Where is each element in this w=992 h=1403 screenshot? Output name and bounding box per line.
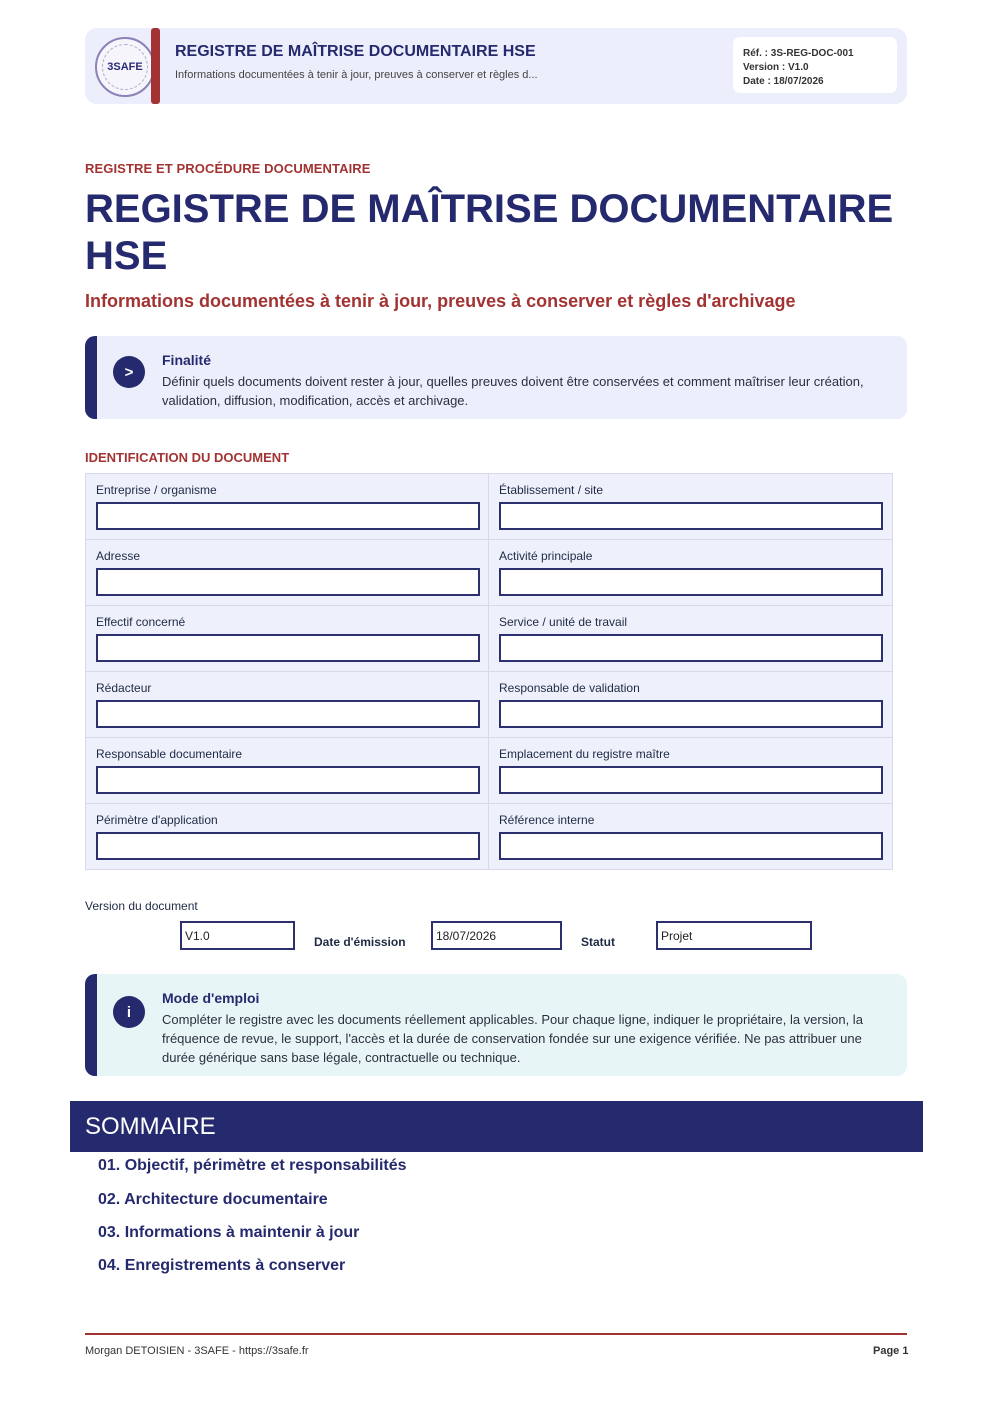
statut-field[interactable] xyxy=(656,921,812,950)
toc-item[interactable]: 04. Enregistrements à conserver xyxy=(98,1257,346,1274)
emplacement-field[interactable] xyxy=(499,766,883,794)
field-label-activite: Activité principale xyxy=(499,549,593,563)
form-cell xyxy=(489,606,892,671)
responsable-doc-field[interactable] xyxy=(96,766,480,794)
perimetre-field[interactable] xyxy=(96,832,480,860)
toc-item[interactable]: 02. Architecture documentaire xyxy=(98,1191,328,1208)
form-row xyxy=(86,606,892,672)
sommaire-banner xyxy=(70,1101,923,1152)
form-cell xyxy=(86,672,489,737)
identification-form xyxy=(85,473,893,870)
statut-label: Statut xyxy=(581,935,615,949)
form-cell xyxy=(489,738,892,803)
form-cell xyxy=(86,606,489,671)
header-accent-bar xyxy=(151,28,160,104)
chevron-right-icon: > xyxy=(113,356,145,388)
etablissement-field[interactable] xyxy=(499,502,883,530)
date-emission-label: Date d'émission xyxy=(314,935,406,949)
field-label-perimetre: Périmètre d'application xyxy=(96,813,218,827)
document-kicker: REGISTRE ET PROCÉDURE DOCUMENTAIRE xyxy=(85,161,371,176)
footer-credit: Morgan DETOISIEN - 3SAFE - https://3safe.fr xyxy=(85,1345,309,1357)
version-label: Version du document xyxy=(85,899,198,913)
header-ref: Réf. : 3S-REG-DOC-001 xyxy=(743,48,854,59)
form-cell xyxy=(489,474,892,539)
field-label-adresse: Adresse xyxy=(96,549,141,563)
toc-item[interactable]: 03. Informations à maintenir à jour xyxy=(98,1224,360,1241)
finalite-text: Définir quels documents doivent rester à jour, quelles preuves doivent être conservées et comment maîtriser leur création, validation, diffusion, modification, accès et archivage. xyxy=(162,374,864,408)
field-label-validation: Responsable de validation xyxy=(499,681,640,695)
logo-ring xyxy=(102,44,148,90)
form-cell xyxy=(86,738,489,803)
form-cell xyxy=(489,540,892,605)
field-label-redacteur: Rédacteur xyxy=(96,681,152,695)
header-subtitle: Informations documentées à tenir à jour, preuves à conserver et règles d... xyxy=(175,69,538,81)
callout-accent xyxy=(85,974,97,1076)
field-label-reference: Référence interne xyxy=(499,813,595,827)
field-label-effectif: Effectif concerné xyxy=(96,615,186,629)
mode-emploi-title: Mode d'emploi xyxy=(162,990,260,1006)
form-cell xyxy=(489,672,892,737)
field-label-service: Service / unité de travail xyxy=(499,615,628,629)
logo-text: 3SAFE xyxy=(107,61,143,73)
page-number: Page 1 xyxy=(873,1345,909,1357)
document-header xyxy=(85,28,907,104)
identification-heading: IDENTIFICATION DU DOCUMENT xyxy=(85,450,290,465)
header-date: Date : 18/07/2026 xyxy=(743,76,824,87)
footer-divider xyxy=(85,1333,907,1335)
page-title: REGISTRE DE MAÎTRISE DOCUMENTAIRE HSE xyxy=(85,187,894,278)
company-logo xyxy=(95,37,155,97)
field-label-responsable-doc: Responsable documentaire xyxy=(96,747,243,761)
finalite-callout xyxy=(85,336,907,419)
form-cell xyxy=(86,540,489,605)
form-row xyxy=(86,540,892,606)
form-cell xyxy=(86,804,489,869)
validation-field[interactable] xyxy=(499,700,883,728)
form-row xyxy=(86,474,892,540)
redacteur-field[interactable] xyxy=(96,700,480,728)
version-field[interactable] xyxy=(180,921,295,950)
service-field[interactable] xyxy=(499,634,883,662)
toc-item[interactable]: 01. Objectif, périmètre et responsabilités xyxy=(98,1157,407,1174)
activite-field[interactable] xyxy=(499,568,883,596)
info-icon: i xyxy=(113,996,145,1028)
mode-emploi-callout xyxy=(85,974,907,1076)
form-cell xyxy=(86,474,489,539)
header-version: Version : V1.0 xyxy=(743,62,809,73)
form-cell xyxy=(489,804,892,869)
entreprise-field[interactable] xyxy=(96,502,480,530)
header-meta-box xyxy=(733,37,897,93)
form-row xyxy=(86,738,892,804)
form-row xyxy=(86,672,892,738)
finalite-title: Finalité xyxy=(162,352,212,368)
header-title: REGISTRE DE MAÎTRISE DOCUMENTAIRE HSE xyxy=(175,43,536,60)
reference-field[interactable] xyxy=(499,832,883,860)
field-label-etablissement: Établissement / site xyxy=(499,483,604,497)
effectif-field[interactable] xyxy=(96,634,480,662)
form-row xyxy=(86,804,892,869)
callout-accent xyxy=(85,336,97,419)
adresse-field[interactable] xyxy=(96,568,480,596)
date-emission-field[interactable] xyxy=(431,921,562,950)
mode-emploi-text: Compléter le registre avec les documents réellement applicables. Pour chaque ligne, indiquer le propriétaire, la version, la fréquence de revue, le support, l'accès et la durée de conservation fondée sur une exigence vérifiée. Ne pas attribuer une durée générique sans base légale, contractuelle ou technique. xyxy=(162,1012,863,1065)
page-subtitle: Informations documentées à tenir à jour, preuves à conserver et règles d'archivage xyxy=(85,291,796,311)
field-label-entreprise: Entreprise / organisme xyxy=(96,483,217,497)
sommaire-title: SOMMAIRE xyxy=(85,1113,216,1140)
field-label-emplacement: Emplacement du registre maître xyxy=(499,747,670,761)
